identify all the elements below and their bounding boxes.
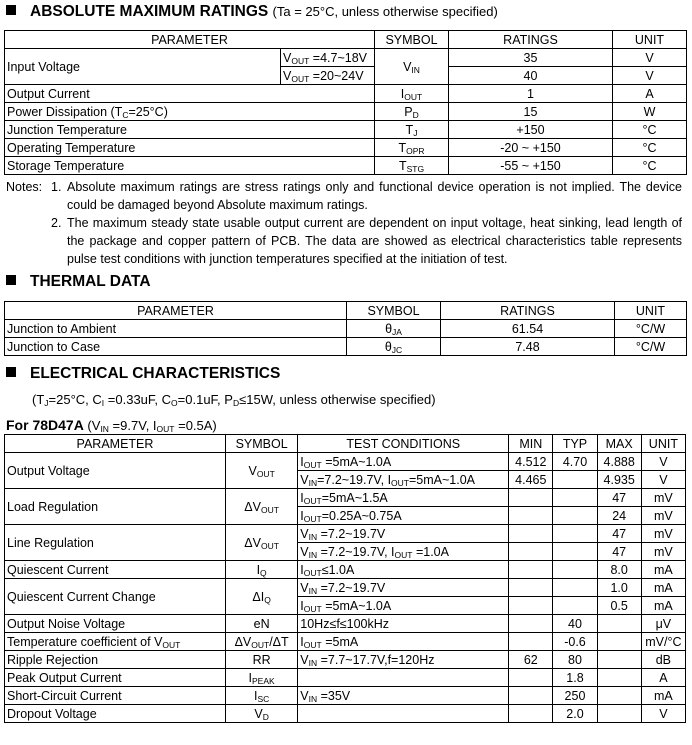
param-power-dissipation: Power Dissipation $(T_C=25^\circ C)$ [5,103,375,121]
typ-value: 4.70 [553,453,597,471]
param-output-voltage: Output Voltage [5,453,226,489]
min-value [509,579,553,597]
param-load-regulation: Load Regulation [5,489,226,525]
table-row [5,85,687,103]
symbol: $\Delta I_Q$ [225,579,297,615]
symbol: eN [225,615,297,633]
table-row [5,121,687,139]
min-value [509,633,553,651]
unit-value: A [641,669,685,687]
max-value: 24 [597,507,641,525]
max-value [597,615,641,633]
test-condition: $I_{OUT}=0.25A\sim 0.75A$ [298,507,509,525]
symbol: RR [225,651,297,669]
rating-value: 40 [449,67,613,85]
cond-vout-2: $V_{OUT}$ =20~24V [281,67,375,85]
max-value [597,669,641,687]
symbol: $T_J$ [375,121,449,139]
param-junction-case: Junction to Case [5,338,347,356]
unit-value: V [613,67,687,85]
max-value: 47 [597,489,641,507]
symbol: $V_{OUT}$ [225,453,297,489]
unit-value: dB [641,651,685,669]
table-row [5,157,687,175]
typ-value [553,579,597,597]
symbol-vin: $V_{IN}$ [375,49,449,85]
unit-value: °C/W [615,320,687,338]
cond-vout-1: $V_{OUT}$ =4.7~18V [281,49,375,67]
table-row [5,49,687,67]
unit-value: °C/W [615,338,687,356]
symbol: $V_D$ [225,705,297,723]
param-operating-temp: Operating Temperature [5,139,375,157]
unit-value: V [641,705,685,723]
table-row [5,338,687,356]
unit-value: μV [641,615,685,633]
table-row [5,579,686,597]
unit-value: mV/°C [641,633,685,651]
symbol: $\theta_{JA}$ [347,320,441,338]
unit-value: mA [641,597,685,615]
min-value: 4.512 [509,453,553,471]
rating-value: -55 ~ +150 [449,157,613,175]
electrical-conditions: ($T_J=25^\circ C$, $C_I =0.33uF$, $C_O=0.1uF$, $P_D\le 15W$, unless otherwise specified) [32,392,436,408]
header-unit: UNIT [613,31,687,49]
rating-value: 1 [449,85,613,103]
test-condition: $I_{OUT}$ =5mA~1.0A [298,597,509,615]
table-row [5,669,686,687]
table-row [5,103,687,121]
header-unit: UNIT [615,302,687,320]
abs-max-condition: (Ta = 25°C, unless otherwise specified) [272,4,498,19]
test-condition: $V_{IN}$ =7.2~19.7V, $I_{OUT} =1.0A$ [298,543,509,561]
symbol: $T_{STG}$ [375,157,449,175]
unit-value: V [641,453,685,471]
table-row [5,139,687,157]
max-value: 47 [597,525,641,543]
part-label: For 78D47A [6,417,84,433]
rating-value: +150 [449,121,613,139]
abs-max-title-text: ABSOLUTE MAXIMUM RATINGS [30,3,269,20]
header-symbol: SYMBOL [375,31,449,49]
param-line-regulation: Line Regulation [5,525,226,561]
min-value: 62 [509,651,553,669]
unit-value: mV [641,525,685,543]
min-value [509,705,553,723]
param-junction-temp: Junction Temperature [5,121,375,139]
typ-value: 80 [553,651,597,669]
max-value: 4.888 [597,453,641,471]
param-quiescent-current-change: Quiescent Current Change [5,579,226,615]
table-row [5,320,687,338]
note-text: The maximum steady state usable output current are dependent on input voltage, heat sinking, lead length of the package and copper pattern of PCB. The data are showed as electrical characteristics table represents pulse test conditions with junction temperatures specified at the initiation of test. [67,216,682,266]
unit-value: °C [613,157,687,175]
max-value [597,651,641,669]
note-text: Absolute maximum ratings are stress ratings only and functional device operation is not implied. The device could be damaged beyond Absolute maximum ratings. [67,180,682,212]
header-min: MIN [509,435,553,453]
bullet-square-icon [6,275,16,285]
notes-label: Notes: [6,180,43,194]
rating-value: 7.48 [441,338,615,356]
test-condition: 10Hz≤f≤100kHz [298,615,509,633]
note-number: 2. [51,216,62,230]
unit-value: V [641,471,685,489]
table-header-row [5,435,686,453]
symbol: $I_{SC}$ [225,687,297,705]
test-condition: $V_{IN}$ =7.2~19.7V [298,579,509,597]
param-junction-ambient: Junction to Ambient [5,320,347,338]
max-value: 0.5 [597,597,641,615]
min-value [509,543,553,561]
max-value: 8.0 [597,561,641,579]
table-row [5,705,686,723]
note-2 [6,214,682,268]
typ-value [553,489,597,507]
note-number: 1. [51,180,62,194]
header-symbol: SYMBOL [347,302,441,320]
symbol: $P_D$ [375,103,449,121]
rating-value: -20 ~ +150 [449,139,613,157]
min-value [509,615,553,633]
table-row [5,489,686,507]
header-ratings: RATINGS [441,302,615,320]
abs-max-table [4,30,687,175]
rating-value: 61.54 [441,320,615,338]
symbol: $\theta_{JC}$ [347,338,441,356]
param-short-circuit-current: Short-Circuit Current [5,687,226,705]
max-value [597,633,641,651]
param-storage-temp: Storage Temperature [5,157,375,175]
part-condition-line: For 78D47A ($V_{IN} =9.7V$, $I_{OUT} =0.5A$) [6,417,217,434]
typ-value: 40 [553,615,597,633]
header-parameter: PARAMETER [5,435,226,453]
test-condition: $I_{OUT}\le 1.0A$ [298,561,509,579]
unit-value: W [613,103,687,121]
typ-value [553,507,597,525]
table-header-row [5,302,687,320]
param-output-current: Output Current [5,85,375,103]
table-row [5,687,686,705]
table-row [5,633,686,651]
rating-value: 35 [449,49,613,67]
unit-value: mA [641,561,685,579]
typ-value [553,543,597,561]
table-header-row [5,31,687,49]
typ-value: -0.6 [553,633,597,651]
param-output-noise: Output Noise Voltage [5,615,226,633]
unit-value: °C [613,121,687,139]
symbol: $\Delta V_{OUT}/\Delta T$ [225,633,297,651]
symbol: $T_{OPR}$ [375,139,449,157]
symbol: $I_Q$ [225,561,297,579]
table-row [5,651,686,669]
typ-value: 250 [553,687,597,705]
min-value [509,597,553,615]
symbol: $\Delta V_{OUT}$ [225,525,297,561]
min-value [509,525,553,543]
param-input-voltage: Input Voltage [5,49,281,85]
max-value: 1.0 [597,579,641,597]
unit-value: mV [641,507,685,525]
unit-value: mA [641,687,685,705]
thermal-title-text: THERMAL DATA [30,273,151,290]
thermal-title [6,273,151,291]
unit-value: mA [641,579,685,597]
electrical-title-text: ELECTRICAL CHARACTERISTICS [30,365,281,382]
test-condition [298,705,509,723]
unit-value: mV [641,489,685,507]
abs-max-title [6,3,498,21]
electrical-title [6,365,280,383]
symbol: $\Delta V_{OUT}$ [225,489,297,525]
param-peak-output-current: Peak Output Current [5,669,226,687]
table-row [5,561,686,579]
header-typ: TYP [553,435,597,453]
min-value [509,507,553,525]
header-parameter: PARAMETER [5,31,375,49]
notes [6,178,682,268]
typ-value: 1.8 [553,669,597,687]
typ-value [553,525,597,543]
header-symbol: SYMBOL [225,435,297,453]
symbol: $I_{OUT}$ [375,85,449,103]
header-ratings: RATINGS [449,31,613,49]
typ-value [553,597,597,615]
note-1 [6,178,682,214]
min-value [509,669,553,687]
test-condition: $I_{OUT}$ =5mA~1.0A [298,453,509,471]
min-value [509,561,553,579]
test-condition: $V_{IN} =35V$ [298,687,509,705]
unit-value: °C [613,139,687,157]
param-temp-coefficient: Temperature coefficient of $V_{OUT}$ [5,633,226,651]
min-value: 4.465 [509,471,553,489]
thermal-table [4,301,687,356]
bullet-square-icon [6,367,16,377]
header-parameter: PARAMETER [5,302,347,320]
max-value [597,687,641,705]
table-row [5,525,686,543]
test-condition: $V_{IN}$ =7.2~19.7V [298,525,509,543]
table-row [5,453,686,471]
test-condition: $V_{IN}$ =7.7~17.7V,f=120Hz [298,651,509,669]
test-condition: $V_{IN}=7.2\sim 19.7V$, $I_{OUT}=5mA\sim 1.0A$ [298,471,509,489]
unit-value: A [613,85,687,103]
max-value: 47 [597,543,641,561]
table-row [5,615,686,633]
unit-value: V [613,49,687,67]
unit-value: mV [641,543,685,561]
param-ripple-rejection: Ripple Rejection [5,651,226,669]
test-condition: $I_{OUT} =5mA$ [298,633,509,651]
min-value [509,489,553,507]
typ-value [553,561,597,579]
test-condition: $I_{OUT}=5mA\sim 1.5A$ [298,489,509,507]
electrical-table [4,434,686,723]
param-quiescent-current: Quiescent Current [5,561,226,579]
test-condition [298,669,509,687]
header-test-conditions: TEST CONDITIONS [298,435,509,453]
param-dropout-voltage: Dropout Voltage [5,705,226,723]
max-value [597,705,641,723]
bullet-square-icon [6,5,16,15]
symbol: $I_{PEAK}$ [225,669,297,687]
header-unit: UNIT [641,435,685,453]
header-max: MAX [597,435,641,453]
min-value [509,687,553,705]
typ-value: 2.0 [553,705,597,723]
max-value: 4.935 [597,471,641,489]
typ-value [553,471,597,489]
rating-value: 15 [449,103,613,121]
